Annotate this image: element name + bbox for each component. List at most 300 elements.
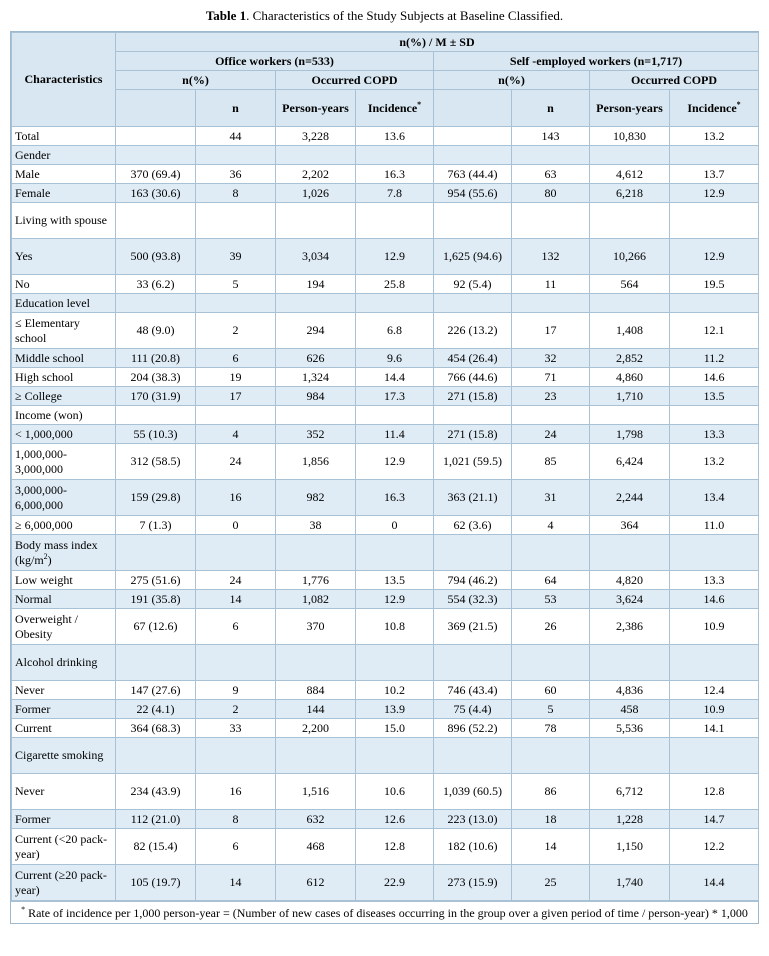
row-cell: 312 (58.5) — [116, 444, 196, 480]
row-cell — [276, 294, 356, 313]
table-row — [12, 590, 759, 609]
row-cell: 71 — [512, 368, 590, 387]
row-cell: 14.1 — [670, 719, 759, 738]
row-cell: 1,856 — [276, 444, 356, 480]
row-cell: 13.5 — [356, 571, 434, 590]
row-cell: 12.8 — [670, 774, 759, 810]
row-label: Male — [12, 165, 116, 184]
row-cell: 273 (15.9) — [434, 865, 512, 901]
row-cell: 1,150 — [590, 829, 670, 865]
row-cell — [512, 535, 590, 571]
row-cell: 17 — [196, 387, 276, 406]
row-cell: 612 — [276, 865, 356, 901]
row-cell: 554 (32.3) — [434, 590, 512, 609]
row-cell: 48 (9.0) — [116, 313, 196, 349]
row-cell — [116, 406, 196, 425]
row-cell: 1,026 — [276, 184, 356, 203]
row-cell: 13.2 — [670, 127, 759, 146]
row-cell: 64 — [512, 571, 590, 590]
row-cell — [670, 146, 759, 165]
row-cell: 13.3 — [670, 571, 759, 590]
row-cell: 226 (13.2) — [434, 313, 512, 349]
table-row — [12, 146, 759, 165]
row-cell: 14.7 — [670, 810, 759, 829]
row-cell: 14 — [196, 590, 276, 609]
row-cell — [590, 535, 670, 571]
row-cell — [116, 127, 196, 146]
row-cell — [276, 203, 356, 239]
row-cell: 67 (12.6) — [116, 609, 196, 645]
row-cell — [512, 294, 590, 313]
row-label: Gender — [12, 146, 116, 165]
row-cell — [434, 738, 512, 774]
row-cell: 0 — [356, 516, 434, 535]
row-cell: 4 — [196, 425, 276, 444]
table-row — [12, 719, 759, 738]
row-cell: 352 — [276, 425, 356, 444]
row-cell: 9.6 — [356, 349, 434, 368]
row-cell: 19 — [196, 368, 276, 387]
row-cell: 763 (44.4) — [434, 165, 512, 184]
row-cell — [116, 535, 196, 571]
row-cell — [116, 738, 196, 774]
row-cell: 271 (15.8) — [434, 387, 512, 406]
row-cell: 24 — [196, 444, 276, 480]
row-cell: 11 — [512, 275, 590, 294]
row-cell — [196, 203, 276, 239]
table-row — [12, 535, 759, 571]
row-cell — [434, 127, 512, 146]
characteristics-table — [11, 32, 759, 901]
table-row — [12, 127, 759, 146]
row-cell: 13.6 — [356, 127, 434, 146]
row-cell: 2,202 — [276, 165, 356, 184]
table-row — [12, 681, 759, 700]
row-cell: 182 (10.6) — [434, 829, 512, 865]
row-cell — [116, 146, 196, 165]
row-cell: 2,200 — [276, 719, 356, 738]
row-cell: 1,710 — [590, 387, 670, 406]
row-cell — [590, 406, 670, 425]
row-cell — [434, 535, 512, 571]
row-cell — [434, 406, 512, 425]
row-cell — [276, 146, 356, 165]
row-cell: 10.9 — [670, 609, 759, 645]
row-cell: 468 — [276, 829, 356, 865]
row-cell: 8 — [196, 810, 276, 829]
table-row — [12, 738, 759, 774]
row-cell: 39 — [196, 239, 276, 275]
row-cell: 564 — [590, 275, 670, 294]
row-label: Overweight / Obesity — [12, 609, 116, 645]
row-cell: 10,266 — [590, 239, 670, 275]
row-cell: 75 (4.4) — [434, 700, 512, 719]
row-label: Low weight — [12, 571, 116, 590]
row-cell — [434, 294, 512, 313]
table-row — [12, 645, 759, 681]
row-cell: 23 — [512, 387, 590, 406]
office-copd-header: Occurred COPD — [276, 71, 434, 90]
row-cell: 896 (52.2) — [434, 719, 512, 738]
table-row — [12, 516, 759, 535]
row-cell: 13.3 — [670, 425, 759, 444]
table-row — [12, 203, 759, 239]
row-cell — [196, 738, 276, 774]
row-cell: 11.2 — [670, 349, 759, 368]
row-label: Cigarette smoking — [12, 738, 116, 774]
row-cell: 13.7 — [670, 165, 759, 184]
row-cell — [670, 203, 759, 239]
row-cell: 6,712 — [590, 774, 670, 810]
row-cell — [196, 294, 276, 313]
row-cell: 794 (46.2) — [434, 571, 512, 590]
row-cell: 194 — [276, 275, 356, 294]
row-cell: 1,798 — [590, 425, 670, 444]
row-cell: 3,228 — [276, 127, 356, 146]
table-row — [12, 865, 759, 901]
row-label: Former — [12, 700, 116, 719]
table-row — [12, 294, 759, 313]
row-label: Female — [12, 184, 116, 203]
row-label: High school — [12, 368, 116, 387]
row-cell — [356, 294, 434, 313]
row-cell: 271 (15.8) — [434, 425, 512, 444]
row-cell: 370 — [276, 609, 356, 645]
table-row — [12, 239, 759, 275]
row-cell: 105 (19.7) — [116, 865, 196, 901]
row-cell: 53 — [512, 590, 590, 609]
row-cell: 7.8 — [356, 184, 434, 203]
row-cell: 454 (26.4) — [434, 349, 512, 368]
row-cell — [276, 406, 356, 425]
row-cell: 163 (30.6) — [116, 184, 196, 203]
row-cell: 0 — [196, 516, 276, 535]
row-cell — [116, 645, 196, 681]
table-row — [12, 387, 759, 406]
row-cell: 14.6 — [670, 590, 759, 609]
row-cell: 13.5 — [670, 387, 759, 406]
row-label: Current (<20 pack-year) — [12, 829, 116, 865]
row-cell: 143 — [512, 127, 590, 146]
row-cell: 16.3 — [356, 480, 434, 516]
row-label: Middle school — [12, 349, 116, 368]
row-cell: 13.9 — [356, 700, 434, 719]
row-cell: 1,039 (60.5) — [434, 774, 512, 810]
row-cell — [116, 203, 196, 239]
footnote-star: * — [21, 905, 26, 914]
row-cell: 22 (4.1) — [116, 700, 196, 719]
row-cell: 22.9 — [356, 865, 434, 901]
row-cell: 3,624 — [590, 590, 670, 609]
row-cell: 884 — [276, 681, 356, 700]
row-cell: 19.5 — [670, 275, 759, 294]
row-cell: 6,218 — [590, 184, 670, 203]
row-cell: 13.2 — [670, 444, 759, 480]
table-row — [12, 349, 759, 368]
row-cell: 632 — [276, 810, 356, 829]
row-cell: 626 — [276, 349, 356, 368]
row-cell: 234 (43.9) — [116, 774, 196, 810]
row-cell: 14.4 — [670, 865, 759, 901]
row-cell: 12.6 — [356, 810, 434, 829]
row-cell: 112 (21.0) — [116, 810, 196, 829]
row-cell: 2 — [196, 700, 276, 719]
row-cell: 33 (6.2) — [116, 275, 196, 294]
footnote-text: Rate of incidence per 1,000 person-year = (Number of new cases of diseases occurring in the group over a given period of time / person-year) * 1,000 — [25, 906, 748, 920]
row-cell: 26 — [512, 609, 590, 645]
row-cell — [590, 294, 670, 313]
row-cell: 500 (93.8) — [116, 239, 196, 275]
row-cell — [196, 535, 276, 571]
row-cell — [670, 535, 759, 571]
row-cell — [590, 645, 670, 681]
row-cell: 6,424 — [590, 444, 670, 480]
row-cell: 14.6 — [670, 368, 759, 387]
office-npct-blank-header — [116, 90, 196, 127]
row-cell — [434, 203, 512, 239]
row-cell — [196, 645, 276, 681]
row-label: ≥ 6,000,000 — [12, 516, 116, 535]
table-row — [12, 571, 759, 590]
row-cell — [434, 146, 512, 165]
row-label: Current — [12, 719, 116, 738]
self-npct-blank-header — [434, 90, 512, 127]
row-cell: 12.2 — [670, 829, 759, 865]
table-row — [12, 700, 759, 719]
self-n-header: n — [512, 90, 590, 127]
row-cell: 275 (51.6) — [116, 571, 196, 590]
row-cell: 2,852 — [590, 349, 670, 368]
row-cell — [196, 406, 276, 425]
row-cell: 36 — [196, 165, 276, 184]
row-cell: 82 (15.4) — [116, 829, 196, 865]
row-cell: 86 — [512, 774, 590, 810]
row-cell — [590, 203, 670, 239]
row-cell: 746 (43.4) — [434, 681, 512, 700]
row-label: < 1,000,000 — [12, 425, 116, 444]
row-cell: 78 — [512, 719, 590, 738]
row-cell: 14.4 — [356, 368, 434, 387]
row-label: Education level — [12, 294, 116, 313]
row-cell: 144 — [276, 700, 356, 719]
row-cell — [512, 146, 590, 165]
row-label: Never — [12, 774, 116, 810]
row-cell — [356, 203, 434, 239]
row-label: ≥ College — [12, 387, 116, 406]
row-cell — [276, 738, 356, 774]
row-cell: 6 — [196, 349, 276, 368]
row-cell: 12.4 — [670, 681, 759, 700]
table-row — [12, 406, 759, 425]
row-cell: 5,536 — [590, 719, 670, 738]
row-cell: 1,228 — [590, 810, 670, 829]
row-cell — [276, 645, 356, 681]
row-cell: 159 (29.8) — [116, 480, 196, 516]
row-cell: 1,021 (59.5) — [434, 444, 512, 480]
row-cell: 5 — [196, 275, 276, 294]
row-cell: 5 — [512, 700, 590, 719]
row-label: 1,000,000-3,000,000 — [12, 444, 116, 480]
row-label: Former — [12, 810, 116, 829]
row-label: 3,000,000-6,000,000 — [12, 480, 116, 516]
office-workers-header: Office workers (n=533) — [116, 52, 434, 71]
row-cell: 62 (3.6) — [434, 516, 512, 535]
row-cell: 8 — [196, 184, 276, 203]
row-cell — [356, 146, 434, 165]
table-row — [12, 313, 759, 349]
row-cell — [356, 738, 434, 774]
table-row — [12, 184, 759, 203]
row-cell: 1,082 — [276, 590, 356, 609]
row-cell: 16 — [196, 480, 276, 516]
row-cell: 55 (10.3) — [116, 425, 196, 444]
row-cell: 4,820 — [590, 571, 670, 590]
row-cell: 16.3 — [356, 165, 434, 184]
row-cell — [434, 645, 512, 681]
row-cell: 92 (5.4) — [434, 275, 512, 294]
row-cell: 1,324 — [276, 368, 356, 387]
row-cell: 13.4 — [670, 480, 759, 516]
table-row — [12, 810, 759, 829]
row-cell: 38 — [276, 516, 356, 535]
row-cell: 1,776 — [276, 571, 356, 590]
row-cell: 33 — [196, 719, 276, 738]
row-cell: 1,408 — [590, 313, 670, 349]
table-label: Table 1 — [205, 8, 247, 23]
row-cell: 2 — [196, 313, 276, 349]
table-caption — [0, 0, 769, 26]
row-cell — [512, 406, 590, 425]
row-cell: 982 — [276, 480, 356, 516]
row-cell: 204 (38.3) — [116, 368, 196, 387]
row-cell: 14 — [196, 865, 276, 901]
footnote — [11, 901, 758, 923]
stat-header: n(%) / M ± SD — [116, 33, 759, 52]
table-body — [12, 127, 759, 901]
row-cell — [356, 406, 434, 425]
table-row — [12, 425, 759, 444]
row-cell: 6 — [196, 609, 276, 645]
table-row — [12, 829, 759, 865]
row-cell: 6 — [196, 829, 276, 865]
table-row — [12, 444, 759, 480]
row-cell: 10.6 — [356, 774, 434, 810]
row-cell: 9 — [196, 681, 276, 700]
row-label: Never — [12, 681, 116, 700]
row-cell: 4,612 — [590, 165, 670, 184]
row-cell — [670, 406, 759, 425]
row-cell: 17 — [512, 313, 590, 349]
row-cell — [670, 294, 759, 313]
row-label: Body mass index $(kg/m^2)$ — [12, 535, 116, 571]
row-label: Normal — [12, 590, 116, 609]
row-cell: 32 — [512, 349, 590, 368]
row-cell: 15.0 — [356, 719, 434, 738]
table-container — [10, 31, 759, 924]
row-cell: 24 — [196, 571, 276, 590]
self-incidence-header: Incidence* — [670, 90, 759, 127]
row-cell: 954 (55.6) — [434, 184, 512, 203]
row-cell: 1,625 (94.6) — [434, 239, 512, 275]
row-cell: 10,830 — [590, 127, 670, 146]
row-cell: 170 (31.9) — [116, 387, 196, 406]
row-cell: 10.9 — [670, 700, 759, 719]
row-cell: 10.8 — [356, 609, 434, 645]
office-person-years-header: Person-years — [276, 90, 356, 127]
office-n-header: n — [196, 90, 276, 127]
row-cell: 80 — [512, 184, 590, 203]
row-label: No — [12, 275, 116, 294]
row-cell — [512, 203, 590, 239]
row-label: Current (≥20 pack-year) — [12, 865, 116, 901]
row-cell: 16 — [196, 774, 276, 810]
row-cell: 364 (68.3) — [116, 719, 196, 738]
row-cell — [670, 645, 759, 681]
row-cell: 370 (69.4) — [116, 165, 196, 184]
row-cell: 4,860 — [590, 368, 670, 387]
row-cell — [356, 645, 434, 681]
row-cell: 24 — [512, 425, 590, 444]
row-cell: 363 (21.1) — [434, 480, 512, 516]
row-cell: 6.8 — [356, 313, 434, 349]
row-label: Living with spouse — [12, 203, 116, 239]
row-cell — [512, 645, 590, 681]
table-row — [12, 480, 759, 516]
row-cell: 11.4 — [356, 425, 434, 444]
office-npct-header: n(%) — [116, 71, 276, 90]
row-cell: 14 — [512, 829, 590, 865]
row-cell: 18 — [512, 810, 590, 829]
row-cell: 3,034 — [276, 239, 356, 275]
self-person-years-header: Person-years — [590, 90, 670, 127]
row-cell: 111 (20.8) — [116, 349, 196, 368]
office-incidence-header: Incidence* — [356, 90, 434, 127]
row-cell: 12.8 — [356, 829, 434, 865]
row-cell: 44 — [196, 127, 276, 146]
table-title: . Characteristics of the Study Subjects at Baseline Classified. — [246, 8, 564, 23]
table-row — [12, 165, 759, 184]
row-label: Yes — [12, 239, 116, 275]
row-cell: 63 — [512, 165, 590, 184]
row-cell: 7 (1.3) — [116, 516, 196, 535]
table-row — [12, 774, 759, 810]
row-cell: 2,244 — [590, 480, 670, 516]
row-label: ≤ Elementary school — [12, 313, 116, 349]
row-cell — [356, 535, 434, 571]
row-cell: 60 — [512, 681, 590, 700]
row-cell: 12.9 — [356, 444, 434, 480]
row-cell — [590, 146, 670, 165]
characteristics-header: Characteristics — [12, 33, 116, 127]
row-cell: 1,740 — [590, 865, 670, 901]
row-cell: 766 (44.6) — [434, 368, 512, 387]
row-cell: 12.9 — [356, 239, 434, 275]
row-cell: 369 (21.5) — [434, 609, 512, 645]
row-cell: 294 — [276, 313, 356, 349]
row-cell: 4 — [512, 516, 590, 535]
row-cell — [276, 535, 356, 571]
self-copd-header: Occurred COPD — [590, 71, 759, 90]
row-cell: 12.1 — [670, 313, 759, 349]
row-cell: 1,516 — [276, 774, 356, 810]
row-cell: 17.3 — [356, 387, 434, 406]
self-employed-header: Self -employed workers (n=1,717) — [434, 52, 759, 71]
row-cell: 147 (27.6) — [116, 681, 196, 700]
table-row — [12, 275, 759, 294]
row-cell: 85 — [512, 444, 590, 480]
row-cell: 4,836 — [590, 681, 670, 700]
row-cell — [116, 294, 196, 313]
